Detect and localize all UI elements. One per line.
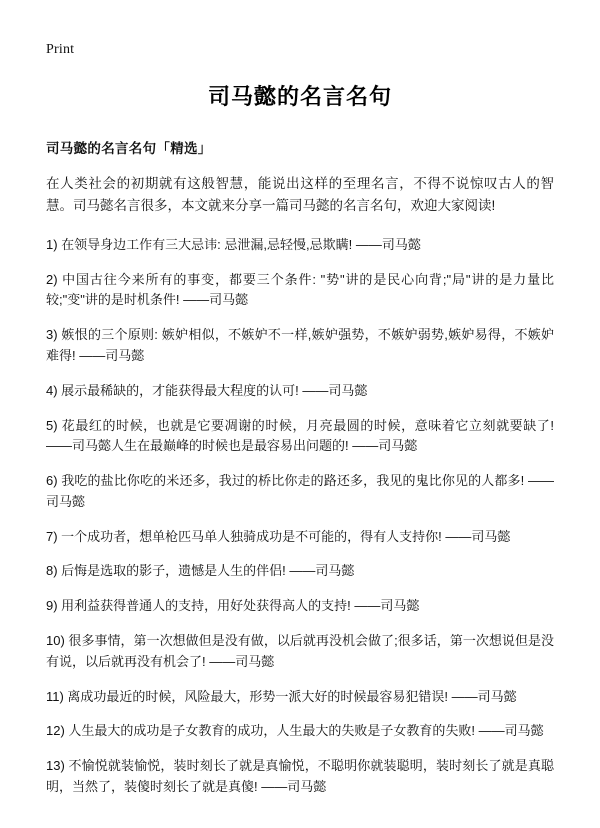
page-title: 司马懿的名言名句 <box>207 84 392 109</box>
intro-paragraph: 在人类社会的初期就有这般智慧，能说出这样的至理名言，不得不说惊叹古人的智慧。司马懿名言很多，本文就来分享一篇司马懿的名言名句，欢迎大家阅读! <box>46 176 554 213</box>
list-item: 6) 我吃的盐比你吃的米还多，我过的桥比你走的路还多，我见的鬼比你见的人都多! ——司马懿 <box>46 473 554 509</box>
list-item: 12) 人生最大的成功是子女教育的成功，人生最大的失败是子女教育的失败! ——司马懿 <box>46 723 544 739</box>
list-item: 9) 用利益获得普通人的支持，用好处获得高人的支持! ——司马懿 <box>46 598 420 614</box>
print-button[interactable]: Print <box>46 42 75 57</box>
list-item: 7) 一个成功者，想单枪匹马单人独骑成功是不可能的，得有人支持你! ——司马懿 <box>46 528 511 544</box>
list-item: 5) 花最红的时候，也就是它要凋谢的时候，月亮最圆的时候，意味着它立刻就要缺了! ——司马懿人生在最巅峰的时候也是最容易出问题的! ——司马懿 <box>46 417 554 454</box>
list-item: 4) 展示最稀缺的，才能获得最大程度的认可! ——司马懿 <box>46 382 368 398</box>
list-item: 2) 中国古往今来所有的事变，都要三个条件: "势"讲的是民心向背;"局"讲的是力量比较;"变"讲的是时机条件! ——司马懿 <box>46 271 554 308</box>
quote-list <box>46 235 554 798</box>
section-subheading: 司马懿的名言名句「精选」 <box>46 141 212 156</box>
list-item: 3) 嫉恨的三个原则: 嫉妒相似，不嫉妒不一样,嫉妒强势，不嫉妒弱势,嫉妒易得，不嫉妒难得! ——司马懿 <box>46 327 554 363</box>
list-item: 10) 很多事情，第一次想做但是没有做，以后就再没机会做了;很多话，第一次想说但是没有说，以后就再没有机会了! ——司马懿 <box>46 633 554 669</box>
list-item: 13) 不愉悦就装愉悦，装时刻长了就是真愉悦，不聪明你就装聪明，装时刻长了就是真聪明，当然了，装傻时刻长了就是真傻! ——司马懿 <box>46 758 554 795</box>
list-item: 1) 在领导身边工作有三大忌讳: 忌泄漏,忌轻慢,忌欺瞒! ——司马懿 <box>46 236 421 252</box>
list-item: 11) 离成功最近的时候，风险最大，形势一派大好的时候最容易犯错误! ——司马懿 <box>46 688 517 704</box>
list-item: 8) 后悔是选取的影子，遗憾是人生的伴侣! ——司马懿 <box>46 563 355 579</box>
